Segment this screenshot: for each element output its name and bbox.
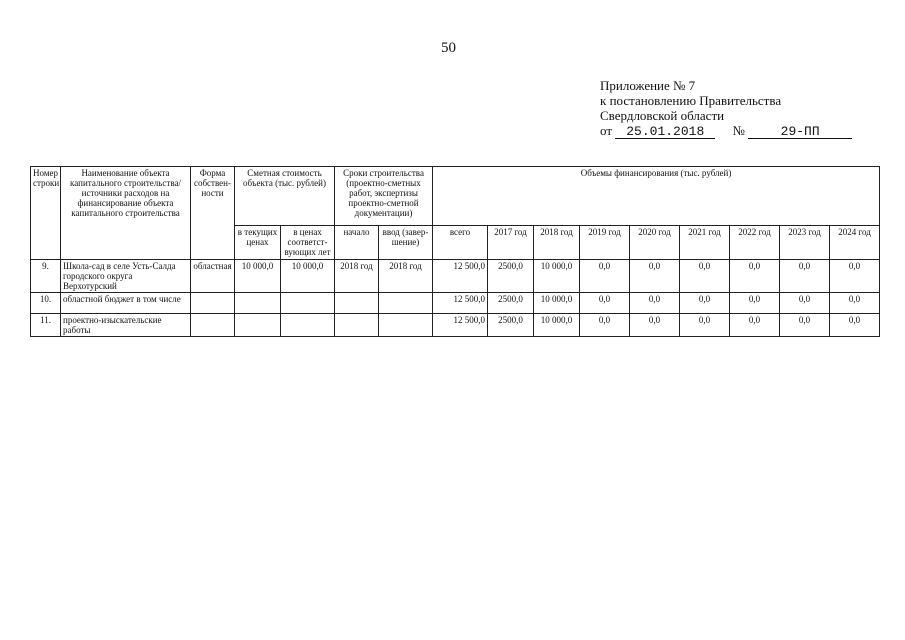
row-cost-current (235, 314, 281, 337)
appendix-date-line (600, 123, 852, 139)
header-estimated-cost: Сметная стоимость объекта (тыс. рублей) (235, 167, 335, 226)
row-year-value: 0,0 (830, 314, 880, 337)
row-year-value: 0,0 (630, 293, 680, 314)
header-year: 2022 год (730, 226, 780, 260)
header-year: 2024 год (830, 226, 880, 260)
row-number: 9. (31, 260, 61, 293)
row-start (335, 314, 379, 337)
header-cost-year: в ценах соответст-вующих лет (281, 226, 335, 260)
row-commission: 2018 год (379, 260, 433, 293)
row-cost-current (235, 293, 281, 314)
header-year: 2018 год (534, 226, 580, 260)
header-commission: ввод (завер-шение) (379, 226, 433, 260)
row-year-value: 10 000,0 (534, 293, 580, 314)
row-year-value: 0,0 (630, 260, 680, 293)
appendix-block (600, 78, 852, 139)
header-funding: Объемы финансирования (тыс. рублей) (433, 167, 880, 226)
row-year-value: 0,0 (730, 293, 780, 314)
row-number: 11. (31, 314, 61, 337)
header-year: 2020 год (630, 226, 680, 260)
header-start: начало (335, 226, 379, 260)
header-ownership: Форма собствен-ности (191, 167, 235, 260)
row-year-value: 10 000,0 (534, 260, 580, 293)
row-total: 12 500,0 (433, 293, 488, 314)
row-name: областной бюджет в том числе (61, 293, 191, 314)
row-cost-year: 10 000,0 (281, 260, 335, 293)
row-year-value: 0,0 (680, 260, 730, 293)
row-year-value: 0,0 (830, 293, 880, 314)
row-year-value: 0,0 (730, 314, 780, 337)
header-year: 2023 год (780, 226, 830, 260)
header-year: 2017 год (488, 226, 534, 260)
table-row (31, 260, 880, 293)
resolution-date: 25.01.2018 (615, 125, 715, 139)
row-name: Школа-сад в селе Усть-Салда городского округа Верхотурский (61, 260, 191, 293)
header-row-number: Номер строки (31, 167, 61, 260)
row-year-value: 0,0 (580, 260, 630, 293)
header-row-1 (31, 167, 880, 226)
appendix-resolution: к постановлению Правительства (600, 93, 782, 108)
header-year: 2019 год (580, 226, 630, 260)
appendix-region: Свердловской области (600, 108, 725, 123)
table-row (31, 314, 880, 337)
row-number: 10. (31, 293, 61, 314)
row-total: 12 500,0 (433, 314, 488, 337)
row-year-value: 0,0 (780, 260, 830, 293)
row-year-value: 0,0 (630, 314, 680, 337)
appendix-title: Приложение № 7 (600, 78, 696, 93)
row-ownership (191, 293, 235, 314)
row-year-value: 0,0 (680, 314, 730, 337)
page-number: 50 (441, 40, 456, 56)
row-cost-year (281, 314, 335, 337)
header-cost-current: в текущих ценах (235, 226, 281, 260)
row-year-value: 0,0 (780, 314, 830, 337)
row-cost-current: 10 000,0 (235, 260, 281, 293)
row-year-value: 2500,0 (488, 314, 534, 337)
header-total: всего (433, 226, 488, 260)
header-object-name: Наименование объекта капитального строительства/ источники расходов на финансирование объекта капитального строительства (61, 167, 191, 260)
row-year-value: 0,0 (580, 293, 630, 314)
row-total: 12 500,0 (433, 260, 488, 293)
row-commission (379, 314, 433, 337)
from-label: от (600, 123, 613, 138)
header-construction-terms: Сроки строительства (проектно-сметных работ, экспертизы проектно-сметной документации) (335, 167, 433, 226)
row-name: проектно-изыскательские работы (61, 314, 191, 337)
row-commission (379, 293, 433, 314)
funding-table (30, 166, 880, 337)
row-ownership: областная (191, 260, 235, 293)
row-cost-year (281, 293, 335, 314)
resolution-number: 29-ПП (748, 125, 852, 139)
row-year-value: 0,0 (780, 293, 830, 314)
row-year-value: 2500,0 (488, 293, 534, 314)
row-year-value: 0,0 (730, 260, 780, 293)
number-label: № (732, 123, 745, 138)
header-year: 2021 год (680, 226, 730, 260)
row-start (335, 293, 379, 314)
row-start: 2018 год (335, 260, 379, 293)
row-year-value: 2500,0 (488, 260, 534, 293)
table-row (31, 293, 880, 314)
row-year-value: 0,0 (830, 260, 880, 293)
row-ownership (191, 314, 235, 337)
row-year-value: 10 000,0 (534, 314, 580, 337)
row-year-value: 0,0 (580, 314, 630, 337)
row-year-value: 0,0 (680, 293, 730, 314)
